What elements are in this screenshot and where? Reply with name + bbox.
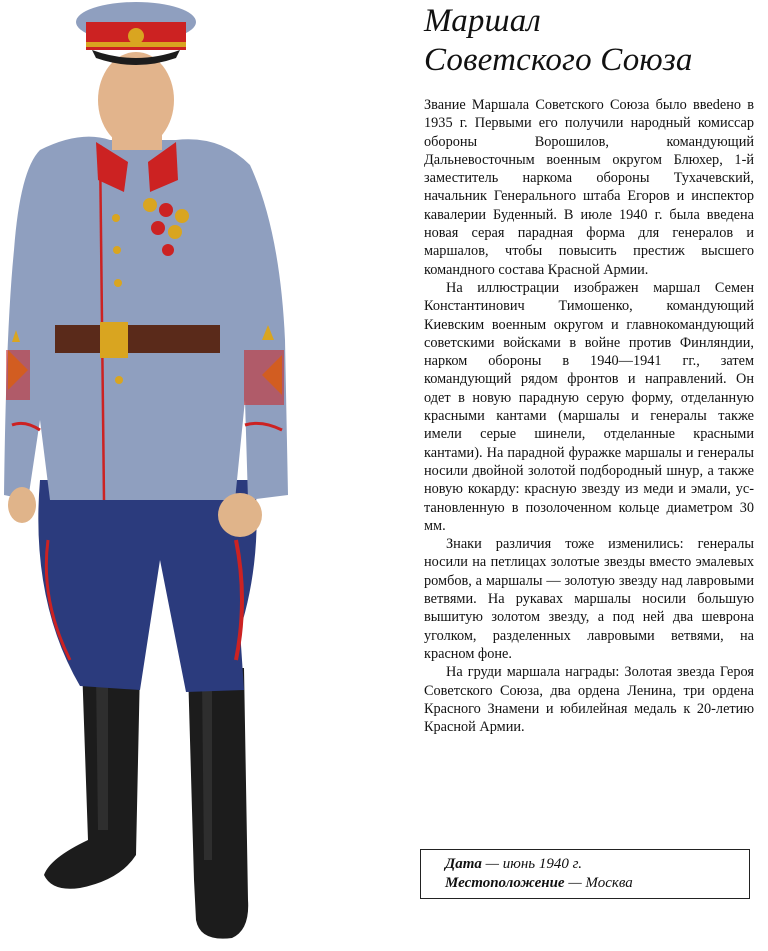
title-line-2: Советского Союза — [424, 42, 693, 78]
paragraph-illustration: На иллюстрации изображен маршал Семен Константинович Тимошенко, командующий Киевским военным округом и главнокомандующий советскими войсками в войне против Финляндии, нарком обороны в 1940—1941 гг., затем командующий рядом фронтов и направлений. Он одет в новую парадную серую форму, отделанную красными кантами (маршалы и генералы также имели серые шинели, отделанные красными кантами). На парадной фуражке маршалы и генералы носили двойной золотой подбородный шнур, а также новую кокарду: красную звезду из меди и эмали, установленную в позолоченном кольце диаметром 30 мм. — [424, 279, 754, 534]
paragraph-awards: На груди маршала награды: Золотая звезда Героя Советского Союза, два ордена Ленина, три ордена Красного Знамени и юбилейная медаль к 20-летию Красной Армии. — [424, 664, 754, 736]
date-label: Дата — [445, 856, 482, 872]
location-label: Местоположение — [445, 875, 565, 891]
info-box — [420, 849, 750, 899]
date-value: — июнь 1940 г. — [481, 856, 583, 872]
head — [98, 52, 174, 150]
date-line — [445, 855, 749, 874]
paragraph-insignia: Знаки различия тоже изменились: генералы носили на петлицах золотые звезды вместо эмалевых ромбов, а маршалы — золотую звезду над лавровыми ветвями. На рукавах маршалы носили большую вышитую золотом звезду, а под ней два шеврона уголком, разделенных лавровыми ветвями, на красном фоне. — [424, 536, 754, 662]
location-value: — Москва — [564, 875, 633, 891]
title-line-1: Маршал — [424, 3, 542, 39]
marshal-illustration — [0, 0, 300, 951]
article-body — [424, 96, 754, 736]
paragraph-intro: Звание Маршала Советского Союза было ввеdено в 1935 г. Первыми его получили народный комиссар обороны Ворошилов, командующий Дальневосточным военным округом Блюхер, 1-й заместитель наркома обороны Тухачевский, начальник Генерального штаба Егоров и инспектор кавалерии Буденный. В июле 1940 г. была введена новая серая парадная форма для генералов и маршалов, чтобы повысить престиж высшего командного состава Красной Армии. — [424, 97, 754, 278]
right-hand — [218, 493, 262, 537]
boots — [44, 665, 248, 939]
left-hand — [8, 487, 36, 523]
page-title — [424, 2, 693, 80]
tunic — [4, 137, 288, 500]
location-line — [445, 874, 749, 893]
